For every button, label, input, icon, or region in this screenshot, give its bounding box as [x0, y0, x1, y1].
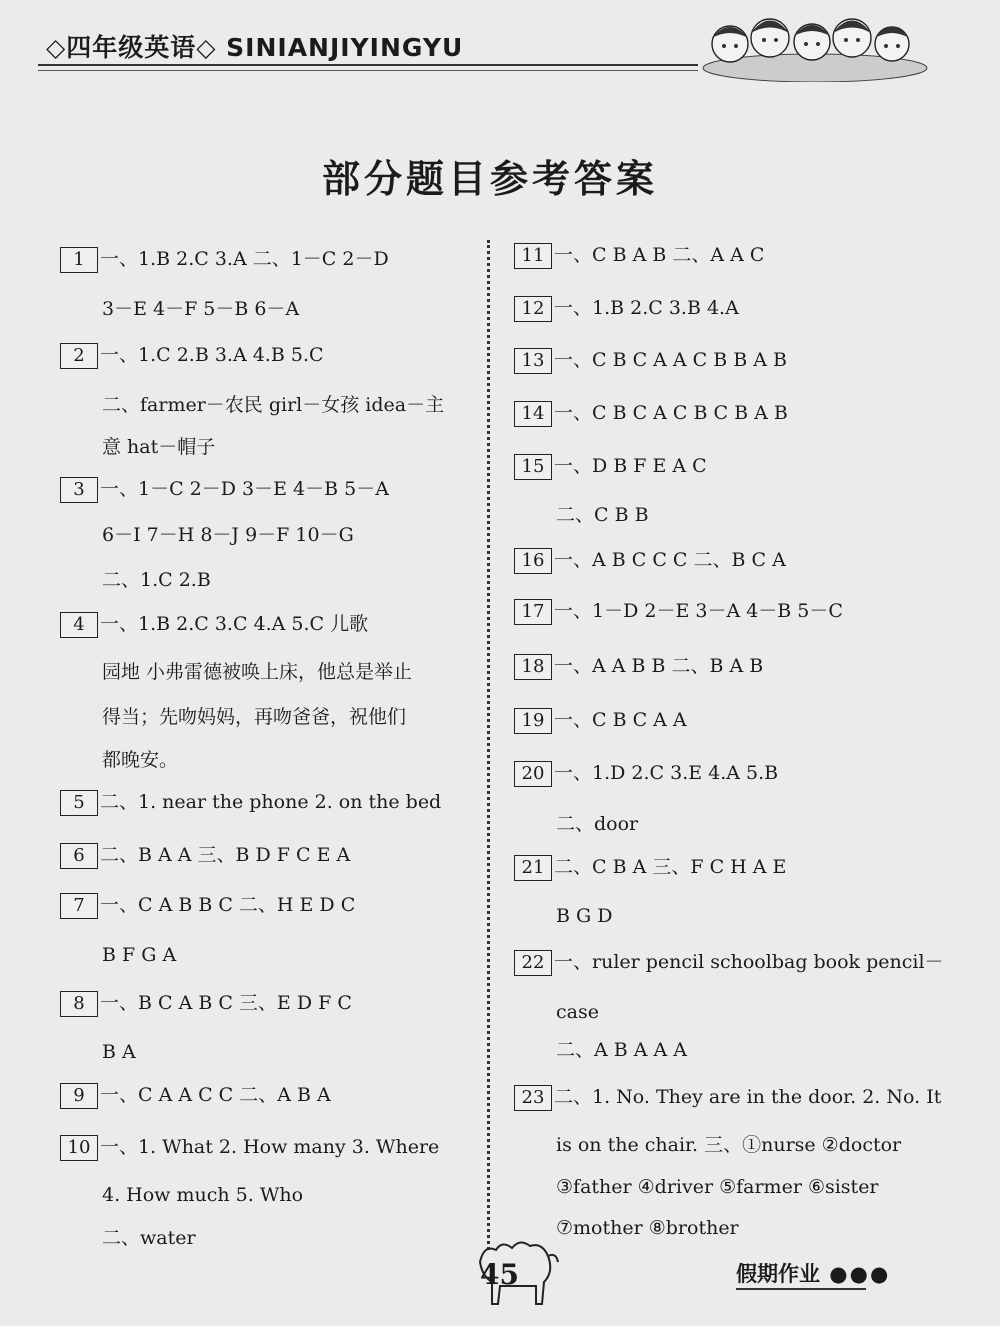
- answer-text: 一、1－D 2－E 3－A 4－B 5－C: [554, 600, 843, 622]
- answer-text: 一、A B C C C 二、B C A: [554, 549, 786, 571]
- question-number-box: 17: [514, 599, 552, 625]
- answer-text: is on the chair. 三、①nurse ②doctor: [556, 1134, 902, 1156]
- answer-text: 6－I 7－H 8－J 9－F 10－G: [102, 524, 354, 546]
- answer-line: [556, 1175, 879, 1199]
- answer-text: B G D: [556, 905, 613, 927]
- answer-line: [514, 401, 788, 427]
- answer-text: 二、1. No. They are in the door. 2. No. It: [554, 1086, 942, 1108]
- answer-text: 一、1.D 2.C 3.E 4.A 5.B: [554, 762, 779, 784]
- answer-text: 一、B C A B C 三、E D F C: [100, 992, 352, 1014]
- answer-text: 二、water: [102, 1227, 196, 1249]
- answer-line: [60, 1083, 331, 1109]
- answer-line: [514, 454, 707, 480]
- answer-text: 一、1.C 2.B 3.A 4.B 5.C: [100, 344, 324, 366]
- question-number-box: 15: [514, 454, 552, 480]
- question-number-box: 6: [60, 843, 98, 869]
- answer-line: [102, 435, 215, 459]
- answer-line: [556, 1000, 599, 1024]
- answer-line: [102, 943, 176, 967]
- answer-line: [514, 950, 944, 976]
- answer-line: [514, 855, 786, 881]
- answer-line: [556, 1216, 739, 1240]
- question-number-box: 1: [60, 247, 98, 273]
- answer-text: 一、D B F E A C: [554, 455, 707, 477]
- answer-line: [60, 991, 352, 1017]
- answer-line: [102, 1040, 136, 1064]
- answer-text: 园地 小弗雷德被唤上床，他总是举止: [102, 661, 413, 683]
- question-number-box: 4: [60, 612, 98, 638]
- answer-text: 意 hat－帽子: [102, 436, 216, 458]
- answer-text: ③father ④driver ⑤farmer ⑥sister: [556, 1176, 879, 1198]
- answer-text: 一、1－C 2－D 3－E 4－B 5－A: [100, 478, 389, 500]
- answer-line: [102, 748, 178, 772]
- answer-line: [514, 243, 764, 269]
- answer-text: B A: [102, 1041, 136, 1063]
- question-number-box: 21: [514, 855, 552, 881]
- answer-line: [514, 1085, 941, 1111]
- answer-line: [514, 548, 786, 574]
- answer-text: 一、C B A B 二、A A C: [554, 244, 765, 266]
- question-number-box: 19: [514, 708, 552, 734]
- answer-line: [60, 247, 389, 273]
- answer-line: [556, 812, 638, 836]
- answer-line: [514, 761, 778, 787]
- answer-text: 二、A B A A A: [556, 1039, 688, 1061]
- answer-line: [556, 904, 612, 928]
- question-number-box: 22: [514, 950, 552, 976]
- answer-text: case: [556, 1001, 599, 1023]
- question-number-box: 10: [60, 1135, 98, 1161]
- question-number-box: 3: [60, 477, 98, 503]
- question-number-box: 11: [514, 243, 552, 269]
- answer-line: [60, 790, 441, 816]
- answer-line: [60, 1135, 439, 1161]
- answer-text: 一、A A B B 二、B A B: [554, 655, 764, 677]
- answer-text: 一、1.B 2.C 3.A 二、1－C 2－D: [100, 248, 389, 270]
- question-number-box: 2: [60, 343, 98, 369]
- page-number: 45: [480, 1258, 519, 1291]
- question-number-box: 16: [514, 548, 552, 574]
- header-title: ◇四年级英语◇ SINIANJIYINGYU: [46, 33, 464, 62]
- dots-icon: ●●●: [820, 1262, 891, 1286]
- answer-text: 一、C A A C C 二、A B A: [100, 1084, 331, 1106]
- answer-line: [514, 296, 739, 322]
- answer-text: 一、C A B B C 二、H E D C: [100, 894, 356, 916]
- question-number-box: 20: [514, 761, 552, 787]
- question-number-box: 8: [60, 991, 98, 1017]
- answer-line: [60, 477, 389, 503]
- answer-text: 一、ruler pencil schoolbag book pencil－: [554, 951, 944, 973]
- answer-text: ⑦mother ⑧brother: [556, 1217, 739, 1239]
- answer-line: [514, 599, 843, 625]
- answer-text: 一、C B C A C B C B A B: [554, 402, 788, 424]
- answer-line: [556, 1038, 687, 1062]
- answer-line: [556, 503, 649, 527]
- question-number-box: 13: [514, 348, 552, 374]
- answer-line: [102, 705, 406, 729]
- cartoon-children-illustration: [700, 8, 930, 82]
- question-number-box: 23: [514, 1085, 552, 1111]
- answer-line: [102, 660, 412, 684]
- answer-line: [102, 393, 444, 417]
- answer-text: 4. How much 5. Who: [102, 1184, 304, 1206]
- answer-text: 一、1.B 2.C 3.C 4.A 5.C 儿歌: [100, 613, 369, 635]
- question-number-box: 7: [60, 893, 98, 919]
- answer-text: 都晚安。: [102, 749, 179, 771]
- answer-line: [102, 568, 211, 592]
- footer-label: [736, 1258, 890, 1288]
- answer-text: 二、1. near the phone 2. on the bed: [100, 791, 442, 813]
- main-title: 部分题目参考答案: [321, 157, 658, 201]
- answer-line: [102, 1226, 196, 1250]
- page-header: [38, 24, 698, 76]
- footer-label-text: 假期作业: [736, 1262, 820, 1286]
- answer-line: [514, 348, 787, 374]
- footer-rule: [736, 1288, 866, 1290]
- header-rule-thin: [38, 70, 698, 71]
- answer-text: 一、C B C A A C B B A B: [554, 349, 787, 371]
- question-number-box: 14: [514, 401, 552, 427]
- question-number-box: 5: [60, 790, 98, 816]
- answer-text: 二、B A A 三、B D F C E A: [100, 844, 351, 866]
- answer-text: 二、C B B: [556, 504, 649, 526]
- answer-line: [60, 612, 368, 638]
- header-rule: [38, 64, 698, 66]
- column-divider: [487, 240, 490, 1250]
- answer-line: [514, 708, 687, 734]
- answer-line: [102, 523, 354, 547]
- answer-text: 二、C B A 三、F C H A E: [554, 856, 787, 878]
- answer-text: B F G A: [102, 944, 177, 966]
- answer-line: [514, 654, 763, 680]
- answer-line: [60, 343, 324, 369]
- answer-line: [60, 893, 355, 919]
- answer-line: [556, 1133, 901, 1157]
- answer-line: [102, 297, 299, 321]
- question-number-box: 18: [514, 654, 552, 680]
- answer-text: 一、C B C A A: [554, 709, 687, 731]
- answer-text: 一、1. What 2. How many 3. Where: [100, 1136, 440, 1158]
- answer-text: 二、farmer－农民 girl－女孩 idea－主: [102, 394, 445, 416]
- question-number-box: 12: [514, 296, 552, 322]
- answer-text: 二、1.C 2.B: [102, 569, 211, 591]
- answer-text: 得当；先吻妈妈，再吻爸爸，祝他们: [102, 706, 407, 728]
- answer-text: 一、1.B 2.C 3.B 4.A: [554, 297, 739, 319]
- question-number-box: 9: [60, 1083, 98, 1109]
- answer-text: 二、door: [556, 813, 639, 835]
- answer-line: [60, 843, 350, 869]
- answer-text: 3－E 4－F 5－B 6－A: [102, 298, 300, 320]
- answer-line: [102, 1183, 303, 1207]
